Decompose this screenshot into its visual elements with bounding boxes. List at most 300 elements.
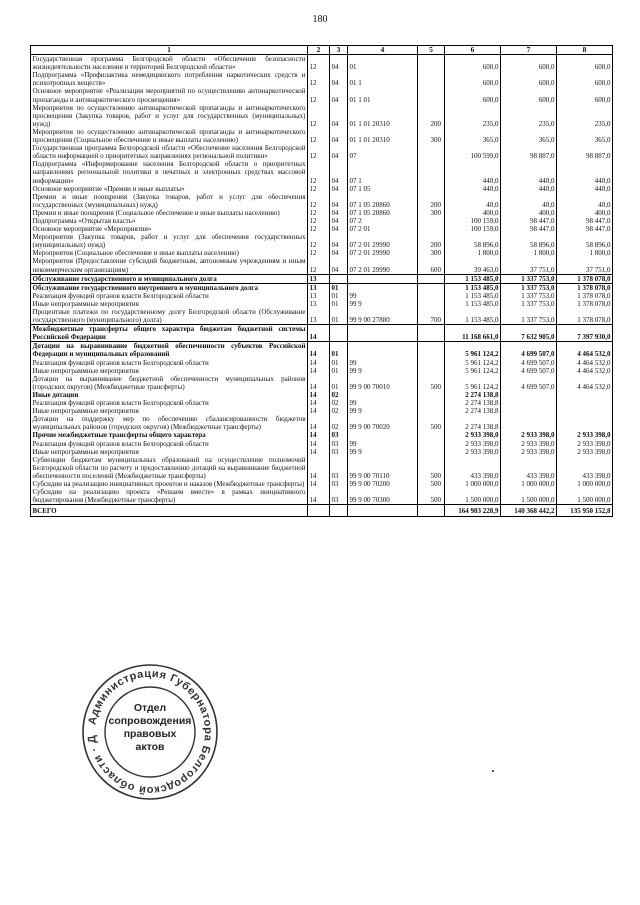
header-cell: 5 — [418, 46, 445, 55]
row-value-cell: 99 9 — [348, 367, 418, 375]
row-value-cell — [418, 292, 445, 300]
row-value-cell: 01 — [330, 300, 348, 308]
table-row — [31, 209, 613, 217]
row-value-cell: 12 — [308, 217, 330, 225]
row-label-cell: Иные непрограммные мероприятия — [31, 367, 308, 375]
row-label-cell: Субсидии на реализацию инициативных проектов и наказов (Межбюджетные трансферты) — [31, 480, 308, 488]
row-value-cell: 235,0 — [557, 104, 613, 128]
stamp-ring-text: Администрация Губернатора Белгородской области · Д — [85, 667, 215, 797]
row-value-cell: 14 — [308, 480, 330, 488]
header-cell: 1 — [31, 46, 308, 55]
row-value-cell: 440,0 — [501, 160, 557, 184]
row-value-cell: 98 887,0 — [557, 144, 613, 160]
row-value-cell — [330, 325, 348, 342]
row-value-cell: 04 — [330, 104, 348, 128]
row-value-cell: 03 — [330, 440, 348, 448]
row-value-cell: 01 — [330, 375, 348, 391]
row-value-cell: 04 — [330, 249, 348, 257]
row-value-cell: 98 447,0 — [501, 217, 557, 225]
row-value-cell: 40,0 — [445, 193, 501, 209]
row-value-cell: 04 — [330, 233, 348, 249]
row-value-cell: 13 — [308, 283, 330, 292]
row-value-cell: 2 274 138,8 — [445, 415, 501, 431]
row-label-cell: Основное мероприятие «Мероприятия» — [31, 225, 308, 233]
row-value-cell: 58 896,0 — [445, 233, 501, 249]
row-label-cell: Премии и иные поощрения (Социальное обеспечение и иные выплаты населению) — [31, 209, 308, 217]
total-value-cell — [418, 505, 445, 517]
row-value-cell — [418, 325, 445, 342]
header-cell: 2 — [308, 46, 330, 55]
row-value-cell: 1 378 078,0 — [557, 292, 613, 300]
row-value-cell: 1 000 000,0 — [557, 480, 613, 488]
header-cell: 7 — [501, 46, 557, 55]
table-row — [31, 144, 613, 160]
header-cell: 4 — [348, 46, 418, 55]
stamp-line-1: Отдел — [133, 702, 167, 714]
row-value-cell: 58 896,0 — [501, 233, 557, 249]
row-value-cell: 433 398,0 — [557, 456, 613, 480]
row-value-cell: 13 — [308, 292, 330, 300]
row-value-cell: 5 961 124,2 — [445, 342, 501, 359]
row-value-cell: 1 337 753,0 — [501, 308, 557, 325]
total-label: ВСЕГО — [31, 505, 308, 517]
row-value-cell — [418, 342, 445, 359]
row-value-cell: 14 — [308, 375, 330, 391]
row-value-cell: 02 — [330, 407, 348, 415]
row-value-cell: 1 337 753,0 — [501, 283, 557, 292]
row-value-cell: 04 — [330, 144, 348, 160]
row-label-cell: Дотации на выравнивание бюджетной обеспеченности муниципальных районов (городских округов) (Межбюджетные трансферты) — [32, 374, 306, 391]
row-value-cell: 600,0 — [501, 71, 557, 87]
row-value-cell: 99 9 — [348, 300, 418, 308]
row-value-cell — [557, 407, 613, 415]
row-value-cell: 600,0 — [501, 55, 557, 72]
row-value-cell: 14 — [308, 359, 330, 367]
table-row — [31, 193, 613, 209]
row-value-cell — [418, 185, 445, 193]
row-value-cell: 07 1 05 20860 — [348, 209, 418, 217]
row-value-cell: 1 378 078,0 — [557, 308, 613, 325]
row-value-cell: 04 — [330, 193, 348, 209]
row-value-cell: 500 — [418, 488, 445, 505]
row-value-cell — [418, 391, 445, 399]
table-row — [31, 407, 613, 415]
stamp-line-4: актов — [135, 741, 165, 753]
row-value-cell: 13 — [308, 300, 330, 308]
row-value-cell: 40,0 — [557, 193, 613, 209]
row-value-cell: 01 — [330, 283, 348, 292]
table-row — [31, 233, 613, 249]
row-value-cell — [418, 448, 445, 456]
row-label-cell: Дотации на поддержку мер по обеспечению сбалансированности бюджетов муниципальных районов (городских округов) (Межбюджетные трансферты) — [32, 415, 306, 432]
row-value-cell: 04 — [330, 257, 348, 274]
row-value-cell: 03 — [330, 456, 348, 480]
row-value-cell: 1 800,0 — [557, 249, 613, 257]
row-value-cell: 7 632 905,0 — [501, 325, 557, 342]
row-value-cell: 99 9 — [348, 448, 418, 456]
row-value-cell: 440,0 — [557, 160, 613, 184]
row-value-cell: 12 — [308, 104, 330, 128]
row-label-cell: Субвенции бюджетам муниципальных образований на осуществление полномочий Белгородской области по расчету и предоставлению дотаций на выравнивание бюджетной обеспеченности поселений (Межбюджетные трансферты) — [32, 455, 306, 480]
row-value-cell — [348, 391, 418, 399]
row-value-cell: 07 2 01 — [348, 225, 418, 233]
row-value-cell: 700 — [418, 308, 445, 325]
row-value-cell: 2 274 138,8 — [445, 407, 501, 415]
row-label-cell: Премии и иные поощрения (Закупка товаров, работ и услуг для обеспечения государственных (муниципальных) нужд) — [32, 192, 306, 209]
table-row — [31, 249, 613, 257]
table-row — [31, 274, 613, 283]
row-value-cell: 01 1 01 — [348, 87, 418, 103]
row-value-cell: 2 933 398,0 — [557, 448, 613, 456]
row-value-cell: 5 961 124,2 — [445, 367, 501, 375]
row-value-cell: 99 9 00 70110 — [348, 456, 418, 480]
row-value-cell: 03 — [330, 431, 348, 439]
total-value-cell — [330, 505, 348, 517]
row-value-cell: 100 599,0 — [445, 144, 501, 160]
row-value-cell: 1 153 485,0 — [445, 283, 501, 292]
row-value-cell — [348, 342, 418, 359]
row-value-cell: 1 337 753,0 — [501, 292, 557, 300]
row-value-cell: 433 398,0 — [501, 456, 557, 480]
row-label-cell: Дотации на выравнивание бюджетной обеспеченности субъектов Российской Федерации и муниципальных образований — [32, 342, 306, 359]
row-value-cell: 300 — [418, 249, 445, 257]
row-value-cell: 98 447,0 — [501, 225, 557, 233]
row-value-cell: 235,0 — [445, 104, 501, 128]
row-label-cell: Мероприятия по осуществлению антинаркотической пропаганды и антинаркотического просвещения (Закупка товаров, работ и услуг для государственных (муниципальных) нужд) — [32, 103, 306, 128]
table-row — [31, 448, 613, 456]
row-value-cell — [418, 367, 445, 375]
row-value-cell — [348, 283, 418, 292]
row-label-cell: Иные непрограммные мероприятия — [31, 300, 308, 308]
row-value-cell: 300 — [418, 128, 445, 144]
row-value-cell: 01 1 — [348, 71, 418, 87]
row-value-cell: 4 699 507,0 — [501, 359, 557, 367]
row-value-cell: 1 153 485,0 — [445, 274, 501, 283]
row-value-cell: 12 — [308, 225, 330, 233]
row-value-cell — [418, 55, 445, 72]
row-label-cell: Иные непрограммные мероприятия — [31, 407, 308, 415]
row-value-cell — [418, 300, 445, 308]
row-value-cell: 2 274 138,8 — [445, 391, 501, 399]
row-value-cell: 07 1 05 — [348, 185, 418, 193]
row-value-cell: 98 447,0 — [557, 225, 613, 233]
row-value-cell — [418, 431, 445, 439]
row-label-cell: Реализация функций органов власти Белгородской области — [31, 399, 308, 407]
table-row — [31, 104, 613, 128]
row-value-cell: 14 — [308, 448, 330, 456]
row-value-cell — [501, 407, 557, 415]
row-value-cell: 14 — [308, 440, 330, 448]
row-value-cell: 07 2 01 29990 — [348, 257, 418, 274]
stamp-line-2: сопровождения — [108, 715, 192, 727]
row-value-cell — [348, 325, 418, 342]
row-value-cell: 4 464 532,0 — [557, 375, 613, 391]
table-row — [31, 71, 613, 87]
row-value-cell: 200 — [418, 233, 445, 249]
row-label-cell: Иные дотации — [31, 391, 308, 399]
row-value-cell: 07 — [348, 144, 418, 160]
header-cell: 6 — [445, 46, 501, 55]
row-label-cell: Подпрограмма «Информирование населения Белгородской области о приоритетных направлениях региональной политики в печатных и электронных средствах массовой информации» — [32, 160, 306, 185]
row-value-cell: 98 887,0 — [501, 144, 557, 160]
row-value-cell: 365,0 — [557, 128, 613, 144]
table-row — [31, 308, 613, 325]
row-label-cell: Мероприятия (Закупка товаров, работ и услуг для обеспечения государственных (муниципальных) нужд) — [32, 233, 306, 250]
row-value-cell: 365,0 — [501, 128, 557, 144]
row-value-cell: 01 — [330, 359, 348, 367]
row-value-cell: 235,0 — [501, 104, 557, 128]
row-value-cell: 7 397 930,0 — [557, 325, 613, 342]
row-value-cell: 14 — [308, 342, 330, 359]
row-value-cell: 99 — [348, 292, 418, 300]
row-value-cell: 99 — [348, 440, 418, 448]
row-value-cell: 02 — [330, 391, 348, 399]
table-row — [31, 292, 613, 300]
row-value-cell: 2 933 398,0 — [557, 440, 613, 448]
row-value-cell: 01 — [330, 308, 348, 325]
table-row — [31, 480, 613, 488]
row-value-cell: 01 — [330, 342, 348, 359]
row-value-cell: 500 — [418, 480, 445, 488]
row-value-cell: 2 933 398,0 — [501, 440, 557, 448]
row-value-cell: 12 — [308, 128, 330, 144]
row-value-cell: 98 447,0 — [557, 217, 613, 225]
table-row — [31, 431, 613, 439]
row-value-cell: 07 2 01 29990 — [348, 233, 418, 249]
row-label-cell: Реализация функций органов власти Белгородской области — [31, 292, 308, 300]
row-value-cell: 500 — [418, 375, 445, 391]
row-value-cell: 07 2 01 29990 — [348, 249, 418, 257]
row-value-cell: 99 9 00 70020 — [348, 415, 418, 431]
table-row — [31, 87, 613, 103]
total-value-cell: 140 368 442,2 — [501, 505, 557, 517]
row-value-cell: 04 — [330, 217, 348, 225]
row-label-cell: Обслуживание государственного и муниципального долга — [31, 274, 308, 283]
table-row — [31, 375, 613, 391]
row-label-cell: Иные непрограммные мероприятия — [31, 448, 308, 456]
row-value-cell: 600,0 — [501, 87, 557, 103]
row-value-cell — [330, 274, 348, 283]
row-value-cell: 01 1 01 20310 — [348, 104, 418, 128]
row-value-cell: 1 500 000,0 — [501, 488, 557, 505]
table-row — [31, 488, 613, 505]
row-value-cell — [418, 407, 445, 415]
row-value-cell: 1 378 078,0 — [557, 283, 613, 292]
row-value-cell: 1 800,0 — [501, 249, 557, 257]
row-value-cell: 13 — [308, 274, 330, 283]
row-value-cell: 600 — [418, 257, 445, 274]
row-label-cell: Основное мероприятие «Премии и иные выплаты» — [31, 185, 308, 193]
row-value-cell — [348, 431, 418, 439]
row-value-cell: 5 961 124,2 — [445, 359, 501, 367]
row-value-cell: 39 463,0 — [445, 257, 501, 274]
row-value-cell: 1 153 485,0 — [445, 300, 501, 308]
row-value-cell: 100 159,0 — [445, 217, 501, 225]
scan-speck — [492, 770, 494, 772]
table-row — [31, 185, 613, 193]
row-value-cell: 12 — [308, 87, 330, 103]
row-value-cell: 12 — [308, 144, 330, 160]
row-value-cell: 100 159,0 — [445, 225, 501, 233]
row-value-cell: 12 — [308, 71, 330, 87]
row-value-cell: 2 933 398,0 — [445, 431, 501, 439]
row-value-cell: 03 — [330, 448, 348, 456]
table-row — [31, 367, 613, 375]
row-label-cell: Мероприятия по осуществлению антинаркотической пропаганды и антинаркотического просвещения (Социальное обеспечение и иные выплаты населению) — [32, 127, 306, 145]
row-value-cell: 400,0 — [445, 209, 501, 217]
row-value-cell: 14 — [308, 367, 330, 375]
row-value-cell: 4 464 532,0 — [557, 367, 613, 375]
table-row — [31, 440, 613, 448]
row-value-cell: 01 1 01 20310 — [348, 128, 418, 144]
row-value-cell: 04 — [330, 160, 348, 184]
row-value-cell: 14 — [308, 431, 330, 439]
row-value-cell: 04 — [330, 225, 348, 233]
table-row — [31, 257, 613, 274]
row-value-cell: 600,0 — [557, 87, 613, 103]
row-value-cell: 03 — [330, 488, 348, 505]
row-label-cell: Мероприятия (Предоставление субсидий бюджетным, автономным учреждениям и иным некоммерческим организациям) — [32, 257, 306, 274]
header-cell: 3 — [330, 46, 348, 55]
row-label-cell: Прочие межбюджетные трансферты общего характера — [31, 431, 308, 439]
row-value-cell: 14 — [308, 415, 330, 431]
row-value-cell — [418, 71, 445, 87]
row-value-cell — [418, 440, 445, 448]
official-stamp — [80, 662, 220, 802]
row-label-cell: Основное мероприятие «Реализация мероприятий по осуществлению антинаркотической пропаганды и антинаркотического просвещения» — [32, 87, 306, 104]
row-value-cell — [418, 87, 445, 103]
row-value-cell: 99 9 00 27880 — [348, 308, 418, 325]
row-value-cell: 1 337 753,0 — [501, 300, 557, 308]
row-value-cell: 1 000 000,0 — [445, 480, 501, 488]
row-label-cell: Мероприятия (Социальное обеспечение и иные выплаты населению) — [31, 249, 308, 257]
row-value-cell: 99 9 00 70010 — [348, 375, 418, 391]
row-value-cell: 2 933 398,0 — [445, 448, 501, 456]
row-value-cell — [557, 415, 613, 431]
row-label-cell: Реализация функций органов власти Белгородской области — [31, 359, 308, 367]
row-value-cell: 4 464 532,0 — [557, 342, 613, 359]
row-value-cell: 1 500 000,0 — [557, 488, 613, 505]
row-value-cell: 2 274 138,8 — [445, 399, 501, 407]
row-value-cell: 04 — [330, 71, 348, 87]
row-value-cell: 14 — [308, 456, 330, 480]
row-value-cell — [418, 359, 445, 367]
row-value-cell: 600,0 — [445, 71, 501, 87]
table-row — [31, 225, 613, 233]
row-value-cell: 600,0 — [445, 55, 501, 72]
table-row — [31, 391, 613, 399]
row-value-cell: 4 464 532,0 — [557, 359, 613, 367]
row-value-cell — [418, 225, 445, 233]
row-value-cell: 01 — [330, 292, 348, 300]
row-label-cell: Межбюджетные трансферты общего характера бюджетам бюджетной системы Российской Федерации — [32, 325, 306, 342]
table-row — [31, 359, 613, 367]
row-value-cell: 14 — [308, 399, 330, 407]
row-label-cell: Государственная программа Белгородской области «Обеспечение населения Белгородской области информацией о приоритетных направлениях региональной политики» — [32, 144, 306, 161]
row-value-cell — [418, 283, 445, 292]
row-value-cell: 12 — [308, 233, 330, 249]
total-value-cell: 164 983 228,9 — [445, 505, 501, 517]
row-label-cell: Субсидии на реализацию проекта «Решаем вместе» в рамках инициативного бюджетирования (Межбюджетные трансферты) — [32, 488, 306, 505]
row-value-cell: 4 699 507,0 — [501, 367, 557, 375]
row-value-cell: 04 — [330, 185, 348, 193]
row-value-cell: 12 — [308, 185, 330, 193]
row-value-cell: 2 933 398,0 — [445, 440, 501, 448]
row-value-cell: 1 337 753,0 — [501, 274, 557, 283]
row-value-cell: 5 961 124,2 — [445, 375, 501, 391]
row-value-cell: 1 800,0 — [445, 249, 501, 257]
row-value-cell: 300 — [418, 209, 445, 217]
row-value-cell: 58 896,0 — [557, 233, 613, 249]
row-value-cell: 440,0 — [445, 185, 501, 193]
row-label-cell: Государственная программа Белгородской области «Обеспечение безопасности жизнедеятельности населения и территорий Белгородской области» — [32, 55, 306, 72]
row-value-cell: 99 9 — [348, 407, 418, 415]
row-value-cell: 2 933 398,0 — [557, 431, 613, 439]
row-label-cell: Обслуживание государственного внутреннего и муниципального долга — [31, 283, 308, 292]
row-value-cell: 12 — [308, 55, 330, 72]
row-value-cell: 02 — [330, 399, 348, 407]
row-label-cell: Реализация функций органов власти Белгородской области — [31, 440, 308, 448]
table-row — [31, 283, 613, 292]
row-value-cell — [418, 399, 445, 407]
row-value-cell: 440,0 — [557, 185, 613, 193]
row-value-cell: 99 9 00 70300 — [348, 488, 418, 505]
row-value-cell — [418, 160, 445, 184]
row-value-cell: 99 — [348, 359, 418, 367]
row-value-cell: 37 751,0 — [501, 257, 557, 274]
row-value-cell: 1 000 000,0 — [501, 480, 557, 488]
row-value-cell: 433 398,0 — [445, 456, 501, 480]
row-value-cell: 2 933 398,0 — [501, 448, 557, 456]
row-value-cell: 500 — [418, 456, 445, 480]
row-value-cell: 1 153 485,0 — [445, 292, 501, 300]
row-value-cell: 37 751,0 — [557, 257, 613, 274]
row-value-cell: 40,0 — [501, 193, 557, 209]
row-value-cell: 12 — [308, 160, 330, 184]
row-value-cell — [501, 391, 557, 399]
row-value-cell: 600,0 — [557, 71, 613, 87]
table-row — [31, 160, 613, 184]
row-value-cell: 365,0 — [445, 128, 501, 144]
table-row — [31, 342, 613, 359]
row-value-cell: 400,0 — [557, 209, 613, 217]
row-value-cell: 2 933 398,0 — [501, 431, 557, 439]
row-value-cell — [418, 274, 445, 283]
row-value-cell: 04 — [330, 128, 348, 144]
table-row — [31, 300, 613, 308]
row-value-cell: 600,0 — [445, 87, 501, 103]
row-value-cell: 200 — [418, 104, 445, 128]
row-value-cell: 440,0 — [501, 185, 557, 193]
stamp-line-3: правовых — [123, 728, 177, 740]
row-value-cell: 400,0 — [501, 209, 557, 217]
row-value-cell: 14 — [308, 407, 330, 415]
row-value-cell: 12 — [308, 249, 330, 257]
row-value-cell — [557, 399, 613, 407]
table-row — [31, 55, 613, 72]
table-row — [31, 217, 613, 225]
row-value-cell: 07 2 — [348, 217, 418, 225]
row-label-cell: Подпрограмма «Открытая власть» — [31, 217, 308, 225]
budget-table — [30, 45, 613, 517]
table-row — [31, 415, 613, 431]
page-number: 180 — [312, 14, 328, 25]
row-value-cell — [501, 399, 557, 407]
row-value-cell: 01 — [348, 55, 418, 72]
row-value-cell: 14 — [308, 488, 330, 505]
row-value-cell — [501, 415, 557, 431]
row-value-cell — [557, 391, 613, 399]
